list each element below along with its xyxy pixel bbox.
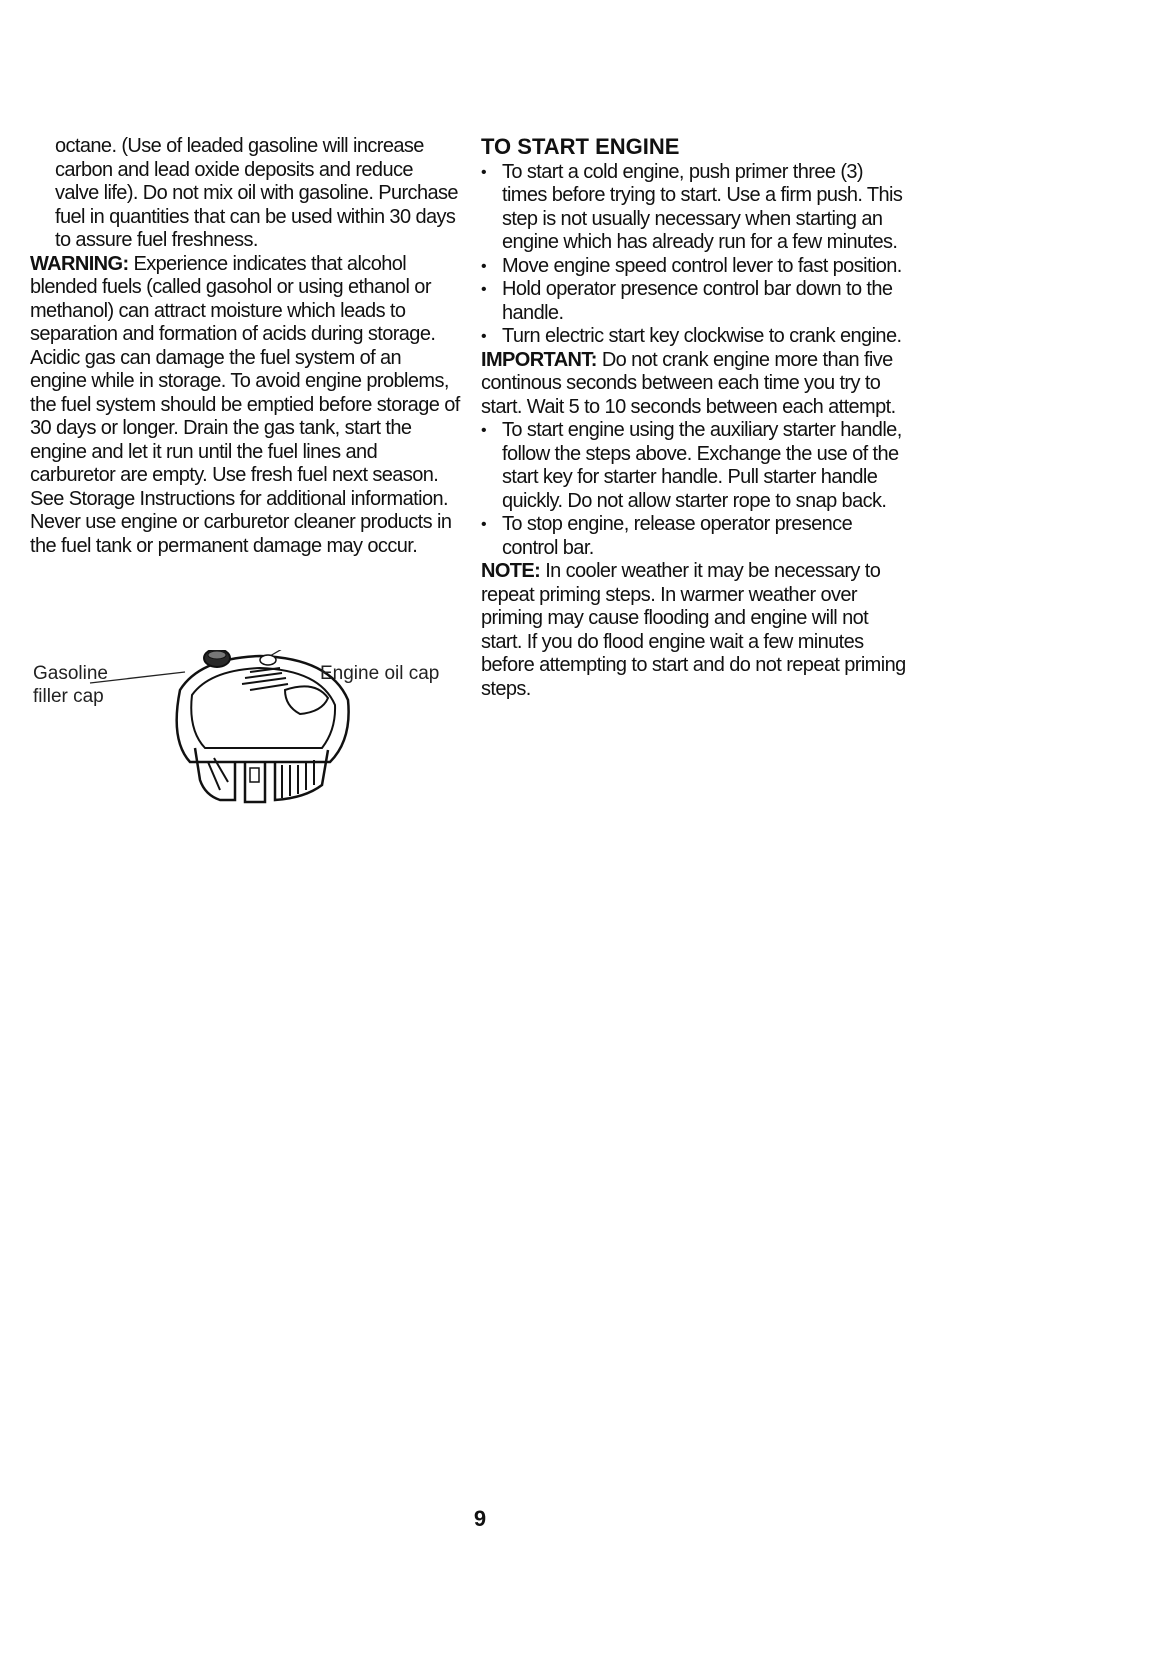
note-text: In cooler weather it may be necessary to repeat priming steps. In warmer weather over priming may cause flooding and engine will not start. If you do flood engine wait a few minutes before attempting to start and do not repeat priming steps. [481, 560, 906, 700]
warning-lead: WARNING: [30, 252, 129, 275]
warning-paragraph [30, 253, 460, 559]
start-steps-list [481, 161, 911, 349]
list-item: • Turn electric start key clockwise to crank engine. [481, 325, 911, 349]
warning-text: Experience indicates that alcohol blended fuels (called gasohol or using ethanol or methanol) can attract moisture which leads to separation and formation of acids during storage. Acidic gas can damage the fuel system of an engine while in storage. To avoid engine problems, the fuel system should be emptied before storage of 30 days or longer. Drain the gas tank, start the engine and let it run until the fuel lines and carburetor are empty. Use fresh fuel next season. See Storage Instructions for additional information. Never use engine or carburetor cleaner products in the fuel tank or permanent damage may occur. [30, 252, 460, 557]
important-text: Do not crank engine more than five continous seconds between each time you try to start. Wait 5 to 10 seconds between each attempt. [481, 348, 896, 418]
important-paragraph [481, 349, 911, 420]
left-column [30, 135, 460, 558]
right-column [481, 135, 911, 701]
list-item: • Move engine speed control lever to fast position. [481, 255, 911, 279]
list-item: • To start engine using the auxiliary starter handle, follow the steps above. Exchange the use of the start key for starter handle. Pull starter handle quickly. Do not allow starter rope to snap back. [481, 419, 911, 513]
note-paragraph [481, 560, 911, 701]
engine-oil-cap [260, 655, 276, 665]
page-number: 9 [473, 1506, 487, 1531]
engine-oil-cap-label: Engine oil cap [320, 663, 440, 684]
gasoline-filler-cap-label: Gasoline filler cap [33, 663, 108, 707]
section-heading: TO START ENGINE [481, 134, 680, 159]
list-item: • Hold operator presence control bar down to the handle. [481, 278, 911, 325]
engine-figure [30, 650, 460, 820]
list-item: • To start a cold engine, push primer three (3) times before trying to start. Use a firm push. This step is not usually necessary when starting an engine which has already run for a few minutes. [481, 161, 911, 255]
list-item: • To stop engine, release operator presence control bar. [481, 513, 911, 560]
note-lead: NOTE: [481, 560, 541, 582]
auxiliary-steps-list [481, 419, 911, 560]
fuel-intro-paragraph: octane. (Use of leaded gasoline will increase carbon and lead oxide deposits and reduce valve life). Do not mix oil with gasoline. Purchase fuel in quantities that can be used within 30 days to assure fuel freshness. [55, 135, 458, 251]
important-lead: IMPORTANT: [481, 348, 597, 371]
oil-cap-leader-line [270, 650, 318, 656]
